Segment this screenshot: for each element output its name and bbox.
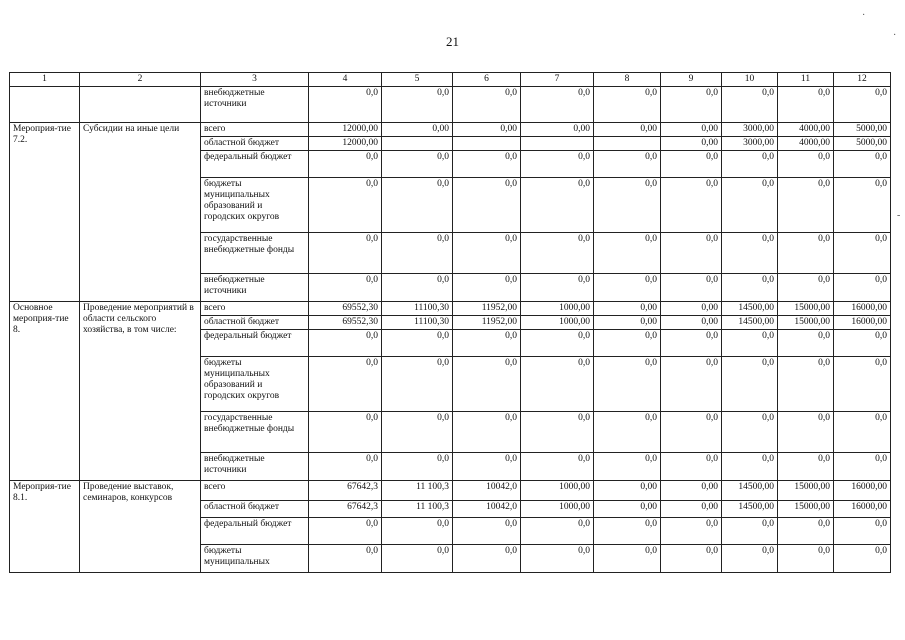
value-cell: 0,0 xyxy=(453,274,521,302)
value-cell: 16000,00 xyxy=(834,302,891,316)
value-cell: 1000,00 xyxy=(521,481,594,501)
value-cell: 1000,00 xyxy=(521,501,594,518)
value-cell: 0,0 xyxy=(453,87,521,123)
value-cell: 0,0 xyxy=(834,545,891,573)
value-cell: 10042,0 xyxy=(453,481,521,501)
value-cell: 4000,00 xyxy=(778,137,834,151)
value-cell: 4000,00 xyxy=(778,123,834,137)
value-cell: 0,0 xyxy=(594,518,661,545)
value-cell: 0,0 xyxy=(834,518,891,545)
value-cell: 0,0 xyxy=(778,518,834,545)
value-cell: 0,00 xyxy=(521,123,594,137)
value-cell: 0,0 xyxy=(661,453,722,481)
scan-mark: · xyxy=(893,30,897,41)
value-cell: 0,0 xyxy=(521,453,594,481)
value-cell: 0,0 xyxy=(453,357,521,412)
value-cell: 14500,00 xyxy=(722,302,778,316)
measure-title-cell xyxy=(80,87,201,123)
funding-source-cell: бюджеты муниципальных образований и городских округов xyxy=(201,178,309,233)
value-cell: 0,0 xyxy=(778,545,834,573)
funding-source-cell: внебюджетные источники xyxy=(201,453,309,481)
value-cell: 11 100,3 xyxy=(382,501,453,518)
value-cell: 11100,30 xyxy=(382,302,453,316)
value-cell: 0,00 xyxy=(661,123,722,137)
value-cell: 0,0 xyxy=(661,274,722,302)
table-row xyxy=(10,302,891,316)
value-cell: 0,00 xyxy=(661,481,722,501)
value-cell: 0,0 xyxy=(521,233,594,274)
value-cell: 0,0 xyxy=(309,453,382,481)
value-cell: 0,0 xyxy=(309,518,382,545)
value-cell: 0,0 xyxy=(834,151,891,178)
value-cell: 0,0 xyxy=(778,412,834,453)
value-cell: 0,0 xyxy=(453,151,521,178)
value-cell: 3000,00 xyxy=(722,137,778,151)
value-cell: 10042,0 xyxy=(453,501,521,518)
value-cell: 15000,00 xyxy=(778,501,834,518)
value-cell: 0,0 xyxy=(594,357,661,412)
header-cell: 9 xyxy=(661,73,722,87)
table-body xyxy=(10,87,891,573)
value-cell: 0,0 xyxy=(722,357,778,412)
value-cell: 0,0 xyxy=(778,274,834,302)
value-cell: 0,0 xyxy=(382,233,453,274)
header-cell: 5 xyxy=(382,73,453,87)
funding-source-cell: бюджеты муниципальных xyxy=(201,545,309,573)
value-cell xyxy=(453,137,521,151)
value-cell: 0,0 xyxy=(834,412,891,453)
value-cell xyxy=(382,137,453,151)
value-cell: 0,0 xyxy=(594,151,661,178)
value-cell: 16000,00 xyxy=(834,481,891,501)
value-cell: 0,0 xyxy=(382,453,453,481)
value-cell: 0,0 xyxy=(722,274,778,302)
value-cell: 0,0 xyxy=(778,330,834,357)
value-cell: 0,0 xyxy=(778,178,834,233)
funding-source-cell: внебюджетные источники xyxy=(201,87,309,123)
value-cell: 0,0 xyxy=(453,412,521,453)
value-cell: 0,0 xyxy=(521,151,594,178)
header-cell: 7 xyxy=(521,73,594,87)
funding-source-cell: областной бюджет xyxy=(201,501,309,518)
value-cell: 67642,3 xyxy=(309,481,382,501)
value-cell: 69552,30 xyxy=(309,302,382,316)
value-cell: 0,0 xyxy=(722,233,778,274)
table-row xyxy=(10,123,891,137)
value-cell: 0,0 xyxy=(453,330,521,357)
value-cell: 0,0 xyxy=(309,274,382,302)
value-cell: 0,0 xyxy=(778,357,834,412)
measure-name-cell xyxy=(10,87,80,123)
value-cell: 0,0 xyxy=(722,412,778,453)
value-cell: 16000,00 xyxy=(834,316,891,330)
value-cell: 11952,00 xyxy=(453,302,521,316)
value-cell: 0,0 xyxy=(661,545,722,573)
value-cell: 0,00 xyxy=(594,123,661,137)
value-cell: 69552,30 xyxy=(309,316,382,330)
value-cell: 0,0 xyxy=(661,151,722,178)
value-cell: 0,0 xyxy=(382,330,453,357)
value-cell: 0,00 xyxy=(594,316,661,330)
value-cell: 0,0 xyxy=(382,545,453,573)
value-cell: 1000,00 xyxy=(521,316,594,330)
funding-source-cell: областной бюджет xyxy=(201,316,309,330)
value-cell: 0,0 xyxy=(834,453,891,481)
value-cell: 0,0 xyxy=(834,87,891,123)
value-cell: 12000,00 xyxy=(309,123,382,137)
value-cell: 12000,00 xyxy=(309,137,382,151)
header-cell: 1 xyxy=(10,73,80,87)
value-cell: 0,0 xyxy=(722,545,778,573)
header-row xyxy=(10,73,891,87)
value-cell: 0,0 xyxy=(453,453,521,481)
value-cell: 11100,30 xyxy=(382,316,453,330)
page-number: 21 xyxy=(446,34,459,49)
value-cell: 0,0 xyxy=(382,412,453,453)
value-cell: 0,0 xyxy=(382,178,453,233)
header-cell: 6 xyxy=(453,73,521,87)
value-cell: 11 100,3 xyxy=(382,481,453,501)
value-cell: 0,0 xyxy=(594,545,661,573)
value-cell: 0,0 xyxy=(594,412,661,453)
value-cell: 0,0 xyxy=(834,178,891,233)
value-cell: 15000,00 xyxy=(778,316,834,330)
value-cell: 0,00 xyxy=(661,302,722,316)
value-cell: 14500,00 xyxy=(722,481,778,501)
value-cell: 0,00 xyxy=(594,481,661,501)
value-cell: 0,0 xyxy=(661,412,722,453)
header-cell: 12 xyxy=(834,73,891,87)
value-cell: 0,00 xyxy=(594,302,661,316)
value-cell: 0,00 xyxy=(594,501,661,518)
value-cell: 0,0 xyxy=(722,330,778,357)
value-cell: 0,0 xyxy=(722,151,778,178)
value-cell: 0,0 xyxy=(594,453,661,481)
value-cell: 0,0 xyxy=(778,453,834,481)
funding-source-cell: областной бюджет xyxy=(201,137,309,151)
value-cell: 5000,00 xyxy=(834,123,891,137)
value-cell: 0,0 xyxy=(382,151,453,178)
value-cell: 0,0 xyxy=(309,151,382,178)
value-cell: 67642,3 xyxy=(309,501,382,518)
value-cell: 0,0 xyxy=(382,518,453,545)
value-cell: 0,0 xyxy=(722,87,778,123)
funding-source-cell: бюджеты муниципальных образований и городских округов xyxy=(201,357,309,412)
funding-source-cell: всего xyxy=(201,481,309,501)
value-cell: 0,0 xyxy=(453,233,521,274)
funding-source-cell: федеральный бюджет xyxy=(201,518,309,545)
value-cell: 0,0 xyxy=(382,87,453,123)
value-cell: 0,0 xyxy=(521,178,594,233)
funding-source-cell: всего xyxy=(201,302,309,316)
header-cell: 10 xyxy=(722,73,778,87)
value-cell: 0,0 xyxy=(382,357,453,412)
funding-source-cell: государственные внебюджетные фонды xyxy=(201,412,309,453)
funding-source-cell: федеральный бюджет xyxy=(201,330,309,357)
value-cell: 0,0 xyxy=(309,545,382,573)
value-cell: 0,00 xyxy=(661,316,722,330)
header-cell: 11 xyxy=(778,73,834,87)
value-cell: 16000,00 xyxy=(834,501,891,518)
value-cell: 0,0 xyxy=(453,545,521,573)
value-cell: 0,0 xyxy=(453,518,521,545)
value-cell: 11952,00 xyxy=(453,316,521,330)
measure-title-cell: Проведение выставок, семинаров, конкурсов xyxy=(80,481,201,573)
funding-source-cell: государственные внебюджетные фонды xyxy=(201,233,309,274)
header-cell: 2 xyxy=(80,73,201,87)
value-cell: 0,0 xyxy=(661,357,722,412)
measure-title-cell: Субсидии на иные цели xyxy=(80,123,201,302)
value-cell: 0,00 xyxy=(453,123,521,137)
value-cell: 3000,00 xyxy=(722,123,778,137)
value-cell: 0,0 xyxy=(778,233,834,274)
value-cell: 0,0 xyxy=(778,87,834,123)
value-cell: 0,00 xyxy=(382,123,453,137)
value-cell: 0,0 xyxy=(309,357,382,412)
value-cell: 0,0 xyxy=(521,518,594,545)
value-cell: 0,00 xyxy=(661,501,722,518)
measure-title-cell: Проведение мероприятий в области сельского хозяйства, в том числе: xyxy=(80,302,201,481)
value-cell: 0,0 xyxy=(309,412,382,453)
value-cell: 0,0 xyxy=(382,274,453,302)
funding-source-cell: всего xyxy=(201,123,309,137)
value-cell: 0,0 xyxy=(834,274,891,302)
value-cell: 0,0 xyxy=(594,178,661,233)
table-row xyxy=(10,87,891,123)
value-cell: 0,0 xyxy=(309,178,382,233)
value-cell: 0,0 xyxy=(309,330,382,357)
scan-mark: · xyxy=(862,10,866,21)
value-cell: 0,0 xyxy=(594,274,661,302)
header-cell: 4 xyxy=(309,73,382,87)
value-cell: 1000,00 xyxy=(521,302,594,316)
value-cell: 0,00 xyxy=(661,137,722,151)
value-cell: 0,0 xyxy=(309,233,382,274)
value-cell: 0,0 xyxy=(722,178,778,233)
value-cell: 0,0 xyxy=(309,87,382,123)
value-cell: 0,0 xyxy=(661,518,722,545)
table-row xyxy=(10,481,891,501)
measure-name-cell: Мероприя-тие 7.2. xyxy=(10,123,80,302)
value-cell: 0,0 xyxy=(594,87,661,123)
value-cell: 0,0 xyxy=(521,357,594,412)
value-cell: 5000,00 xyxy=(834,137,891,151)
value-cell: 0,0 xyxy=(722,453,778,481)
value-cell: 15000,00 xyxy=(778,481,834,501)
value-cell: 14500,00 xyxy=(722,316,778,330)
value-cell: 0,0 xyxy=(521,274,594,302)
value-cell: 0,0 xyxy=(661,233,722,274)
value-cell: 0,0 xyxy=(521,87,594,123)
budget-table xyxy=(9,72,891,573)
funding-source-cell: федеральный бюджет xyxy=(201,151,309,178)
scan-mark: - xyxy=(897,210,901,221)
value-cell: 0,0 xyxy=(834,233,891,274)
value-cell: 0,0 xyxy=(661,87,722,123)
value-cell: 0,0 xyxy=(834,357,891,412)
header-cell: 8 xyxy=(594,73,661,87)
value-cell: 0,0 xyxy=(521,545,594,573)
funding-source-cell: внебюджетные источники xyxy=(201,274,309,302)
value-cell: 0,0 xyxy=(453,178,521,233)
measure-name-cell: Мероприя-тие 8.1. xyxy=(10,481,80,573)
value-cell: 15000,00 xyxy=(778,302,834,316)
header-cell: 3 xyxy=(201,73,309,87)
value-cell xyxy=(521,137,594,151)
value-cell xyxy=(594,137,661,151)
value-cell: 0,0 xyxy=(661,178,722,233)
value-cell: 0,0 xyxy=(521,412,594,453)
value-cell: 0,0 xyxy=(834,330,891,357)
value-cell: 0,0 xyxy=(722,518,778,545)
value-cell: 14500,00 xyxy=(722,501,778,518)
value-cell: 0,0 xyxy=(521,330,594,357)
value-cell: 0,0 xyxy=(661,330,722,357)
value-cell: 0,0 xyxy=(594,233,661,274)
measure-name-cell: Основное мероприя-тие 8. xyxy=(10,302,80,481)
value-cell: 0,0 xyxy=(778,151,834,178)
value-cell: 0,0 xyxy=(594,330,661,357)
